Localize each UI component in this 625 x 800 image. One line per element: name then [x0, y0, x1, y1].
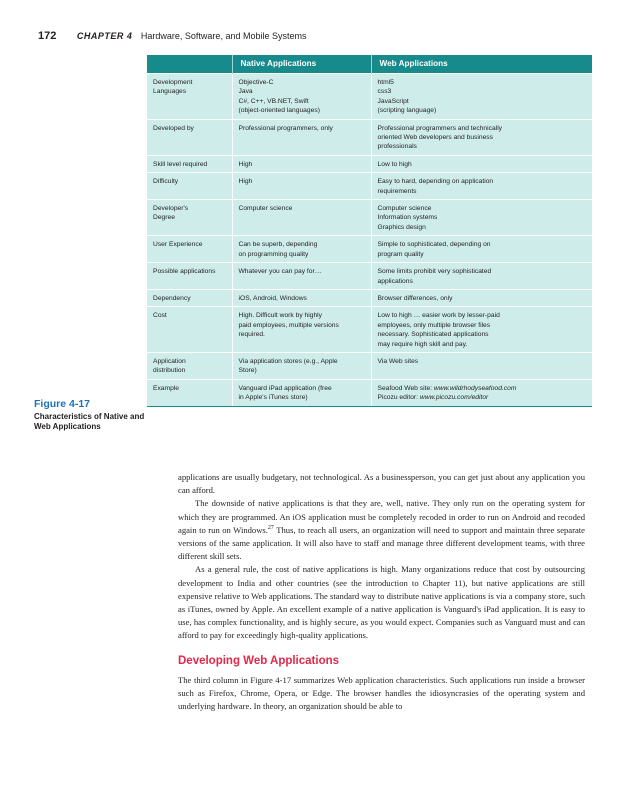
body-text	[178, 471, 585, 713]
paragraph-text: Thus, to reach all users, an organization will need to support and maintain three separate versions of the same application. It will also have to staff and manage three different development teams, with three different skill sets.	[178, 524, 585, 562]
web-cell: Low to high … easier work by lesser-paid employees, only multiple browser files necessary. Sophisticated applications may require high skill and pay.	[371, 307, 592, 353]
table-row	[147, 236, 592, 263]
chapter-title: Hardware, Software, and Mobile Systems	[140, 31, 307, 41]
web-cell: Browser differences, only	[371, 289, 592, 306]
web-cell: Professional programmers and technically oriented Web developers and business professionals	[371, 119, 592, 155]
web-cell: Simple to sophisticated, depending on program quality	[371, 236, 592, 263]
example-url: www.picozu.com/editor	[419, 394, 489, 402]
native-cell: Whatever you can pay for…	[232, 263, 371, 290]
table-row	[147, 74, 592, 120]
table-row	[147, 155, 592, 172]
paragraph	[178, 497, 585, 563]
web-cell	[371, 379, 592, 406]
row-label: Developer's Degree	[147, 200, 232, 236]
table-header-cell: Web Applications	[371, 55, 592, 74]
native-cell: High	[232, 155, 371, 172]
table-header-row	[147, 55, 592, 74]
web-cell: Via Web sites	[371, 352, 592, 379]
paragraph-text: The downside of native applications is that they are, well, native. They only run on the operating system for which they are programmed. An iOS application must be completely recoded in order to run on Android and recoded again to run on Windows.	[178, 498, 585, 535]
native-cell: High	[232, 173, 371, 200]
table-row	[147, 263, 592, 290]
native-cell: Via application stores (e.g., Apple Store)	[232, 352, 371, 379]
row-label: Application distribution	[147, 352, 232, 379]
section-heading: Developing Web Applications	[178, 654, 340, 667]
table-row	[147, 173, 592, 200]
paragraph: As a general rule, the cost of native applications is high. Many organizations reduce that cost by outsourcing development to India and other countries (see the introduction to Chapter 11), but native applications are still expensive relative to Web applications. The standard way to distribute native applications is via a company store, such as iTunes, owned by Apple. An excellent example of a native application is Vanguard's iPad application. It is easy to use, has complex functionality, and is highly secure, as you would expect. Companies such as Vanguard must and can afford to pay for exceedingly high-quality applications.	[178, 564, 585, 641]
web-cell: Computer science Information systems Graphics design	[371, 200, 592, 236]
row-label: Example	[147, 379, 232, 406]
native-cell: Vanguard iPad application (free in Apple's iTunes store)	[232, 379, 371, 406]
native-cell: High. Difficult work by highly paid employees, multiple versions required.	[232, 307, 371, 353]
figure-caption: Characteristics of Native and Web Applications	[34, 412, 145, 431]
paragraph: The third column in Figure 4-17 summarizes Web application characteristics. Such applications run inside a browser such as Firefox, Chrome, Opera, or Edge. The browser handles the idiosyncrasies of the operating system and underlying hardware. In theory, an organization should be able to	[178, 674, 585, 712]
native-cell: Professional programmers, only	[232, 119, 371, 155]
example-url: www.wildrhodyseafood.com	[433, 384, 517, 392]
example-label: Picozu editor:	[377, 394, 420, 402]
native-cell: Computer science	[232, 200, 371, 236]
native-cell: iOS, Android, Windows	[232, 289, 371, 306]
row-label: Possible applications	[147, 263, 232, 290]
table-row	[147, 200, 592, 236]
row-label: Skill level required	[147, 155, 232, 172]
row-label: Cost	[147, 307, 232, 353]
native-cell: Objective-C Java C#, C++, VB.NET, Swift (object-oriented languages)	[232, 74, 371, 120]
row-label: Development Languages	[147, 74, 232, 120]
table-row	[147, 379, 592, 406]
running-header	[38, 30, 306, 42]
row-label: Difficulty	[147, 173, 232, 200]
web-cell: Low to high	[371, 155, 592, 172]
figure-label	[34, 398, 152, 432]
web-cell: Easy to hard, depending on application requirements	[371, 173, 592, 200]
table-row	[147, 119, 592, 155]
row-label: Developed by	[147, 119, 232, 155]
paragraph: applications are usually budgetary, not technological. As a businessperson, you can get just about any application you can afford.	[178, 472, 585, 496]
web-cell: Some limits prohibit very sophisticated applications	[371, 263, 592, 290]
comparison-table	[147, 55, 592, 407]
table-row	[147, 289, 592, 306]
footnote-ref: 27	[267, 524, 274, 531]
example-label: Seafood Web site:	[377, 384, 434, 392]
figure-number: Figure 4-17	[34, 398, 91, 410]
table-header-cell: Native Applications	[232, 55, 371, 74]
table-row	[147, 307, 592, 353]
chapter-label: CHAPTER 4	[76, 31, 133, 41]
row-label: Dependency	[147, 289, 232, 306]
table-row	[147, 352, 592, 379]
table-header-cell	[147, 55, 232, 74]
page-number: 172	[38, 30, 57, 42]
row-label: User Experience	[147, 236, 232, 263]
web-cell: html5 css3 JavaScript (scripting language)	[371, 74, 592, 120]
native-cell: Can be superb, depending on programming quality	[232, 236, 371, 263]
